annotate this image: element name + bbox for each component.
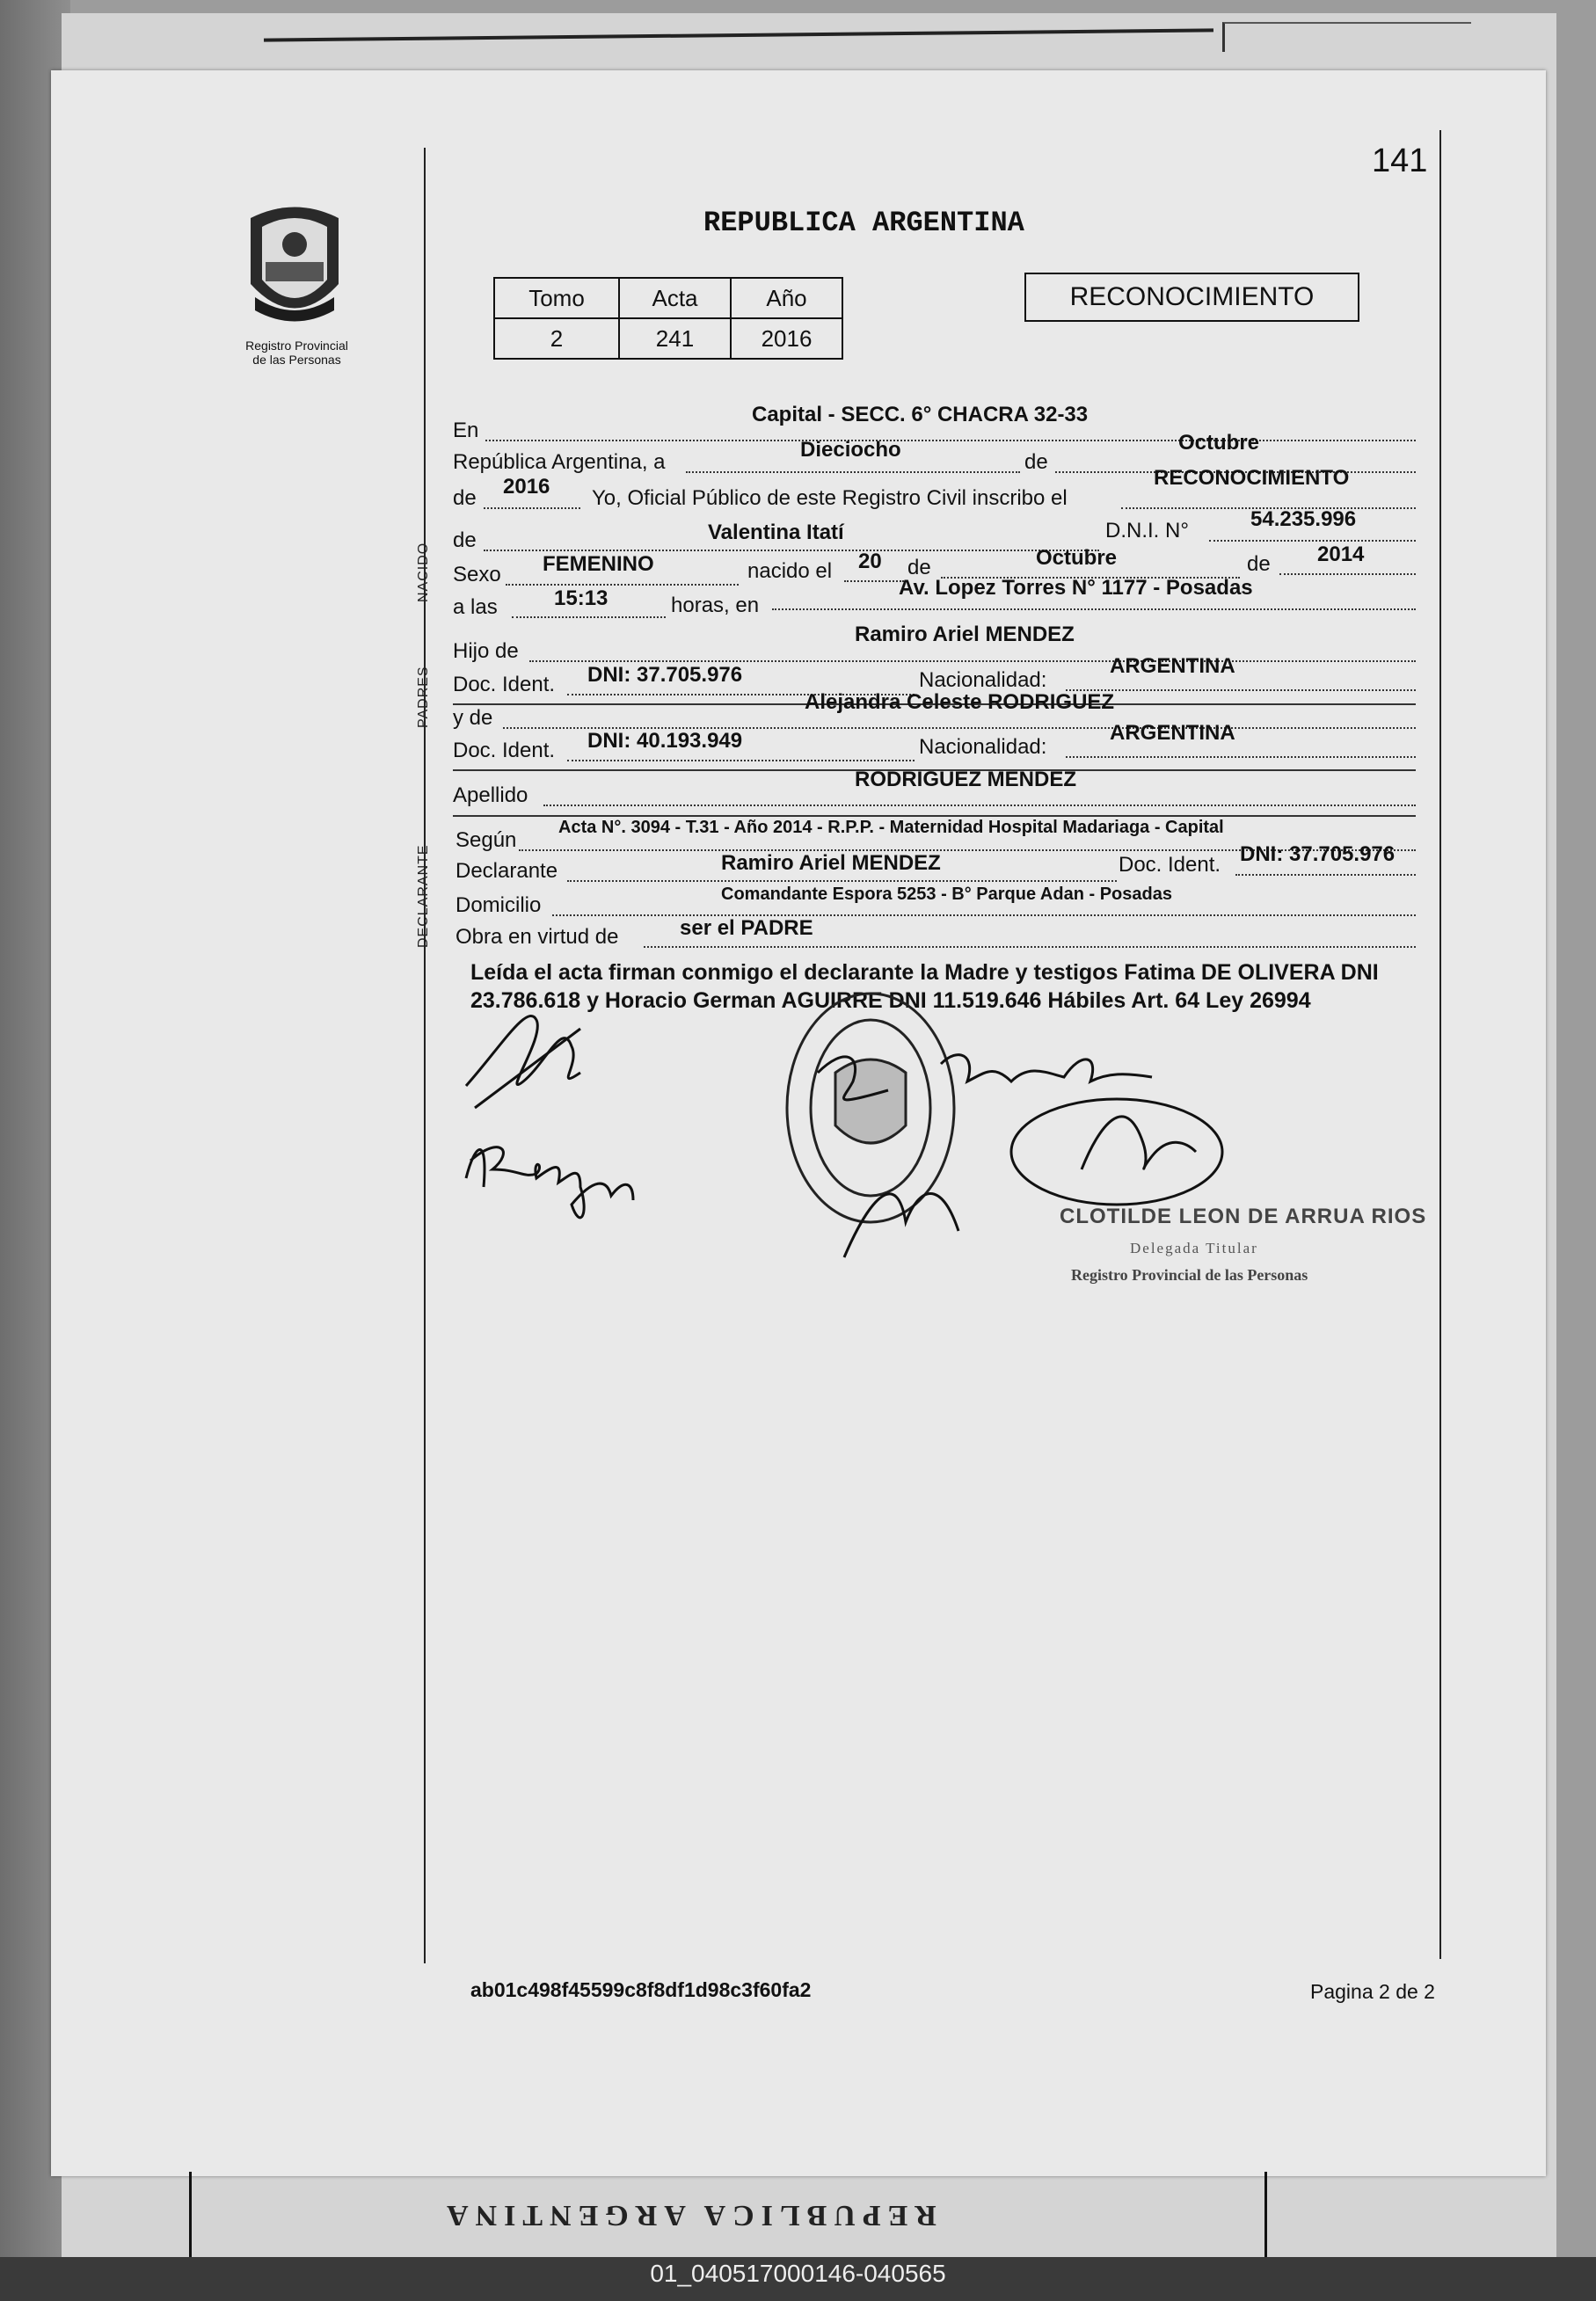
declarante-doc-value: DNI: 37.705.976 xyxy=(1240,842,1396,866)
obra-value: ser el PADRE xyxy=(680,916,813,940)
birth-year-value: 2014 xyxy=(1317,542,1365,566)
nacido-label: nacido el xyxy=(747,559,833,583)
document-id-label: 01_040517000146-040565 xyxy=(650,2260,946,2287)
horas-label: horas, en xyxy=(671,593,760,617)
official-office-stamp: Registro Provincial de las Personas xyxy=(1071,1266,1308,1284)
declarante-value: Ramiro Ariel MENDEZ xyxy=(721,851,941,875)
time-line xyxy=(512,615,666,618)
surname-line xyxy=(543,803,1416,806)
registry-caption xyxy=(220,339,374,367)
year-value: 2016 xyxy=(503,475,550,499)
en-line xyxy=(485,438,1416,441)
act-type-value: RECONOCIMIENTO xyxy=(1154,466,1350,490)
de-label-3: de xyxy=(453,528,477,552)
name-line xyxy=(484,548,1099,551)
day-line xyxy=(686,470,1020,473)
month-value: Octubre xyxy=(1178,431,1260,455)
dni-value: 54.235.996 xyxy=(1250,507,1357,531)
mother-name-value: Alejandra Celeste RODRIGUEZ xyxy=(805,690,1115,714)
declarante-doc-label: Doc. Ident. xyxy=(1119,853,1221,877)
de-label-1: de xyxy=(1024,450,1048,474)
document-hash: ab01c498f45599c8f8df1d98c3f60fa2 xyxy=(470,1978,812,2001)
declarant-signature xyxy=(466,1016,580,1108)
father-nationality-line xyxy=(1066,688,1416,691)
closing-paragraph: Leída el acta firman conmigo el declarante la Madre y testigos Fatima DE OLIVERA DNI 23.786.618 y Horacio German AGUIRRE DNI 11.519.646 Hábiles Art. 64 Ley 26994 xyxy=(470,960,1379,1013)
birth-place-value: Av. Lopez Torres N° 1177 - Posadas xyxy=(899,576,1253,600)
domicilio-label: Domicilio xyxy=(455,893,542,917)
sexo-value: FEMENINO xyxy=(543,552,654,576)
day-value: Dieciocho xyxy=(800,438,901,462)
birth-time-value: 15:13 xyxy=(554,586,609,610)
book-reference-table xyxy=(493,277,843,360)
page-indicator: Pagina 2 de 2 xyxy=(1310,1980,1435,2003)
registry-caption-line-2: de las Personas xyxy=(252,353,341,367)
name-value: Valentina Itatí xyxy=(708,521,844,544)
hijo-label: Hijo de xyxy=(453,639,519,663)
birth-place-line xyxy=(772,607,1416,610)
dni-label: D.N.I. N° xyxy=(1105,519,1189,542)
de-label-2: de xyxy=(453,486,477,510)
page-number: 141 xyxy=(1372,142,1428,179)
declarante-doc-line xyxy=(1235,872,1416,876)
obra-line xyxy=(644,944,1416,948)
de-label-4: de xyxy=(907,556,931,579)
dni-line xyxy=(1209,538,1416,542)
y-de-label: y de xyxy=(453,706,493,730)
de-label-5: de xyxy=(1247,552,1271,576)
back-page-title: REPUBLICA ARGENTINA xyxy=(440,2199,936,2232)
side-label-padres: PADRES xyxy=(416,666,431,728)
mother-nationality-value: ARGENTINA xyxy=(1110,721,1235,745)
anio-value: 2016 xyxy=(731,318,842,359)
official-role-stamp: Delegada Titular xyxy=(1130,1240,1258,1256)
official-seal-icon xyxy=(787,994,954,1222)
a-las-label: a las xyxy=(453,595,498,619)
en-value: Capital - SECC. 6° CHACRA 32-33 xyxy=(752,403,1089,426)
birth-year-line xyxy=(1279,572,1416,575)
birth-day-value: 20 xyxy=(858,550,882,573)
sexo-label: Sexo xyxy=(453,563,501,586)
mother-nationality-line xyxy=(1066,754,1416,758)
father-doc-value: DNI: 37.705.976 xyxy=(587,663,743,687)
republica-label: República Argentina, a xyxy=(453,450,666,474)
father-name-line xyxy=(529,659,1416,662)
acta-header: Acta xyxy=(619,278,731,318)
acta-value: 241 xyxy=(619,318,731,359)
side-label-nacido: NACIDO xyxy=(416,542,431,602)
surname-value: RODRIGUEZ MENDEZ xyxy=(855,768,1076,791)
top-corner-frame xyxy=(1222,22,1471,52)
country-title: REPUBLICA ARGENTINA xyxy=(703,207,1024,239)
mother-signature xyxy=(466,1147,633,1218)
apellido-label: Apellido xyxy=(453,783,528,807)
mother-doc-line xyxy=(567,758,915,761)
segun-value: Acta N°. 3094 - T.31 - Año 2014 - R.P.P. - Maternidad Hospital Madariaga - Capital xyxy=(558,818,1224,837)
father-nationality-label: Nacionalidad: xyxy=(919,668,1047,692)
birth-day-line xyxy=(844,579,904,582)
declarante-line xyxy=(567,878,1117,882)
side-label-declarante: DECLARANTE xyxy=(416,844,431,948)
tomo-header: Tomo xyxy=(494,278,619,318)
left-margin-line xyxy=(424,148,426,1963)
registry-caption-line-1: Registro Provincial xyxy=(245,339,348,353)
document-type-box: RECONOCIMIENTO xyxy=(1024,273,1359,322)
mother-nationality-label: Nacionalidad: xyxy=(919,735,1047,759)
provincial-crest-icon xyxy=(237,200,352,332)
segun-label: Según xyxy=(455,828,517,852)
father-name-value: Ramiro Ariel MENDEZ xyxy=(855,623,1075,646)
anio-header: Año xyxy=(731,278,842,318)
father-nationality-value: ARGENTINA xyxy=(1110,654,1235,678)
father-doc-label: Doc. Ident. xyxy=(453,673,556,696)
birth-month-value: Octubre xyxy=(1036,546,1118,570)
domicilio-value: Comandante Espora 5253 - B° Parque Adan - Posadas xyxy=(721,885,1172,904)
tomo-value: 2 xyxy=(494,318,619,359)
mother-doc-value: DNI: 40.193.949 xyxy=(587,729,743,753)
mother-doc-label: Doc. Ident. xyxy=(453,739,556,762)
official-signature xyxy=(1011,1099,1222,1205)
surname-separator xyxy=(453,813,1416,817)
statement-text: Yo, Oficial Público de este Registro Civil inscribo el xyxy=(592,486,1068,510)
signatures-area xyxy=(448,967,1460,1319)
en-label: En xyxy=(453,419,479,442)
official-name-stamp: CLOTILDE LEON DE ARRUA RIOS xyxy=(1060,1205,1427,1228)
declarante-label: Declarante xyxy=(455,859,558,883)
year-line xyxy=(484,506,580,509)
obra-label: Obra en virtud de xyxy=(455,925,619,949)
sexo-line xyxy=(506,582,739,586)
